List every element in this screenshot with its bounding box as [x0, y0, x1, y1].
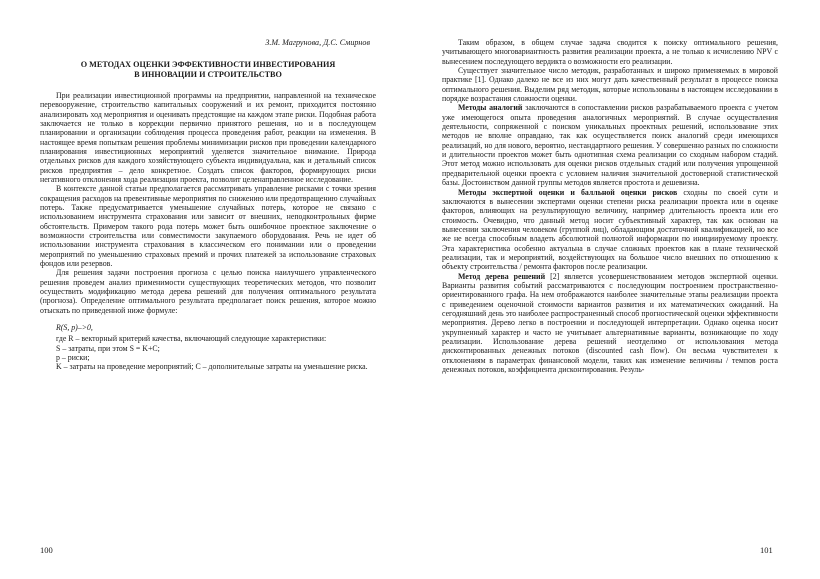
left-page [40, 38, 376, 372]
paragraph: Для решения задачи построения прогноза с целью поиска наилучшего управленческого решения проведем анализ применимости существующих теоретических методов, что позволит осуществить модификацию метода дерева решений для получения оптимального результата (прогноза). Определение оптимального результата предполагает поиск решения, которое можно отыскать по приведенной ниже формуле: [40, 268, 376, 315]
paragraph-body: [2] является усовершенствованием методов экспертной оценки. Варианты развития событий рассматриваются с последующим построением пространственно-ориентированного графа. На нем отображаются наиболее значительные этапы реализации проекта с приведением оценочной стоимости вариантов развития и их математических ожиданий. На сегодняшний день это наиболее распространенный способ прогностической оценки эффективности мероприятия. Дерево легко в построении и последующей интерпретации. Однако оценка носит укрупненный характер и часто не учитывает альтернативные варианты, возникающие по ходу реализации. Использование дерева решений неотделимо от использования метода дисконтированных денежных потоков (discounted cash flow). Он весьма чувствителен к отклонениям в параметрах финансовой модели, таких как изменение величины / темпов роста денежных потоков, коэффициента дисконтирования. Резуль- [442, 271, 778, 375]
paragraph [442, 272, 778, 375]
paragraph-body: заключаются в сопоставлении рисков разрабатываемого проекта с учетом уже имеющегося опыта проведения аналогичных мероприятий. В случае осуществления деятельности, сопряженной с поиском уникальных проектных решений, использование этих методов не вполне оправдано, так как осуществляется поиск аналогий среди имеющихся реализаций, но для нового, вероятно, нестандартного решения. У совершенно разных по сложности и длительности проектов может быть однотипная схема реализации со сходным набором стадий. Этот метод можно использовать для оценки рисков отдельных стадий или получения упрощенной предварительной оценки проекта с условием наличия значительной достоверной статистической базы. Достоинством данной группы методов является простота и дешевизна. [442, 103, 778, 188]
definition-s: S – затраты, при этом S = K+C; [56, 343, 160, 353]
definition-where: где R – векторный критерий качества, включающий следующие характеристики: [56, 334, 327, 344]
paragraph: При реализации инвестиционной программы на предприятии, направленной на техническое перевооружение, строительство капитальных сооружений и их ремонт, приходится постоянно анализировать ход мероприятия и оценивать предстоящие на каждом этапе риски. Подобная работа заключается не только в коррекции первично принятого решения, но и в последующем планировании и организации соблюдения процесса проведения работ, реакции на изменения. В настоящее время попыткам решения проблемы минимизации рисков при проведении календарного планирования инвестиционных мероприятий уделяется значительное внимание. Природа отдельных рисков для каждого хозяйствующего субъекта индивидуальна, как и детальный список рисков предприятия – дело конкретное. Создать список факторов, формирующих риски негативного отклонения хода реализации проекта, позволит целенаправленное исследование. [40, 90, 376, 184]
right-page [442, 38, 778, 374]
paragraph [442, 103, 778, 187]
paragraph-body: сходны по своей сути и заключаются в вынесении экспертами оценки степени риска реализации проекта или в оценке факторов, влияющих на результирующую величину, например длительность проекта или его стоимость. Очевидно, что данный метод носит субъективный характер, так как основан на вынесении заключения человеком (группой лиц), обладающим достаточной квалификацией, но все же не всегда способным владеть абсолютной полнотой информации по инициируемому проекту. Эта характеристика особенно актуальна в случае сложных проектов как в плане технической реализации, так и мероприятий, воздействующих на большое число внешних по отношению к объекту строительства / ремонта факторов после реализации. [442, 187, 778, 272]
paragraph: В контексте данной статьи предполагается рассматривать управление рисками с точки зрения сокращения расходов на превентивные мероприятия по снижению или предотвращению случайных потерь. Также предусматривается уменьшение случайных потерь, которое не связано с использованием инструмента страхования или зависит от внешних, неподконтрольных фирме обстоятельств. Примером такого рода потерь может быть ошибочное проектное заключение о возможности строительства или совместимости закупаемого оборудования. Речь не идет об использовании инструмента страхования в классическом его понимании или о проведении мероприятий по уменьшению страховых премий и прочих платежей за использование страховых фондов или резервов. [40, 184, 376, 268]
article-authors: З.М. Магрунова, Д.С. Смирнов [265, 38, 370, 47]
article-title [44, 60, 372, 81]
paragraph-lead: Методы экспертной оценки и балльной оценки рисков [458, 187, 678, 197]
paragraph: Существует значительное число методик, разработанных и широко применяемых в мировой практике [1]. Однако далеко не все из них могут дать качественный результат в процессе поиска оптимального решения. Выделим ряд методик, которые использованы в настоящем исследовании в порядке возрастания сложности оценки. [442, 66, 778, 104]
paragraph-lead: Методы аналогий [458, 103, 523, 113]
formula: R(S, p)–>0, [56, 323, 93, 333]
page-number-right: 101 [760, 545, 773, 555]
title-line-2: В ИННОВАЦИИ И СТРОИТЕЛЬСТВО [134, 70, 282, 80]
formula-definitions [40, 334, 376, 371]
paragraph: Таким образом, в общем случае задача сводится к поиску оптимального решения, учитывающего многовариантность развития реализации проекта, а не только к исчислению NPV с вынесением последующего вердикта о возможности его реализации. [442, 38, 778, 66]
paragraph [442, 188, 778, 272]
page-number-left: 100 [40, 545, 53, 555]
definition-p: p – риски; [56, 353, 90, 363]
paragraph-lead: Метод дерева решений [458, 271, 546, 281]
definition-k: K – затраты на проведение мероприятий; C – дополнительные затраты на уменьшение риска. [56, 362, 368, 372]
title-line-1: О МЕТОДАХ ОЦЕНКИ ЭФФЕКТИВНОСТИ ИНВЕСТИРОВАНИЯ [80, 60, 336, 69]
